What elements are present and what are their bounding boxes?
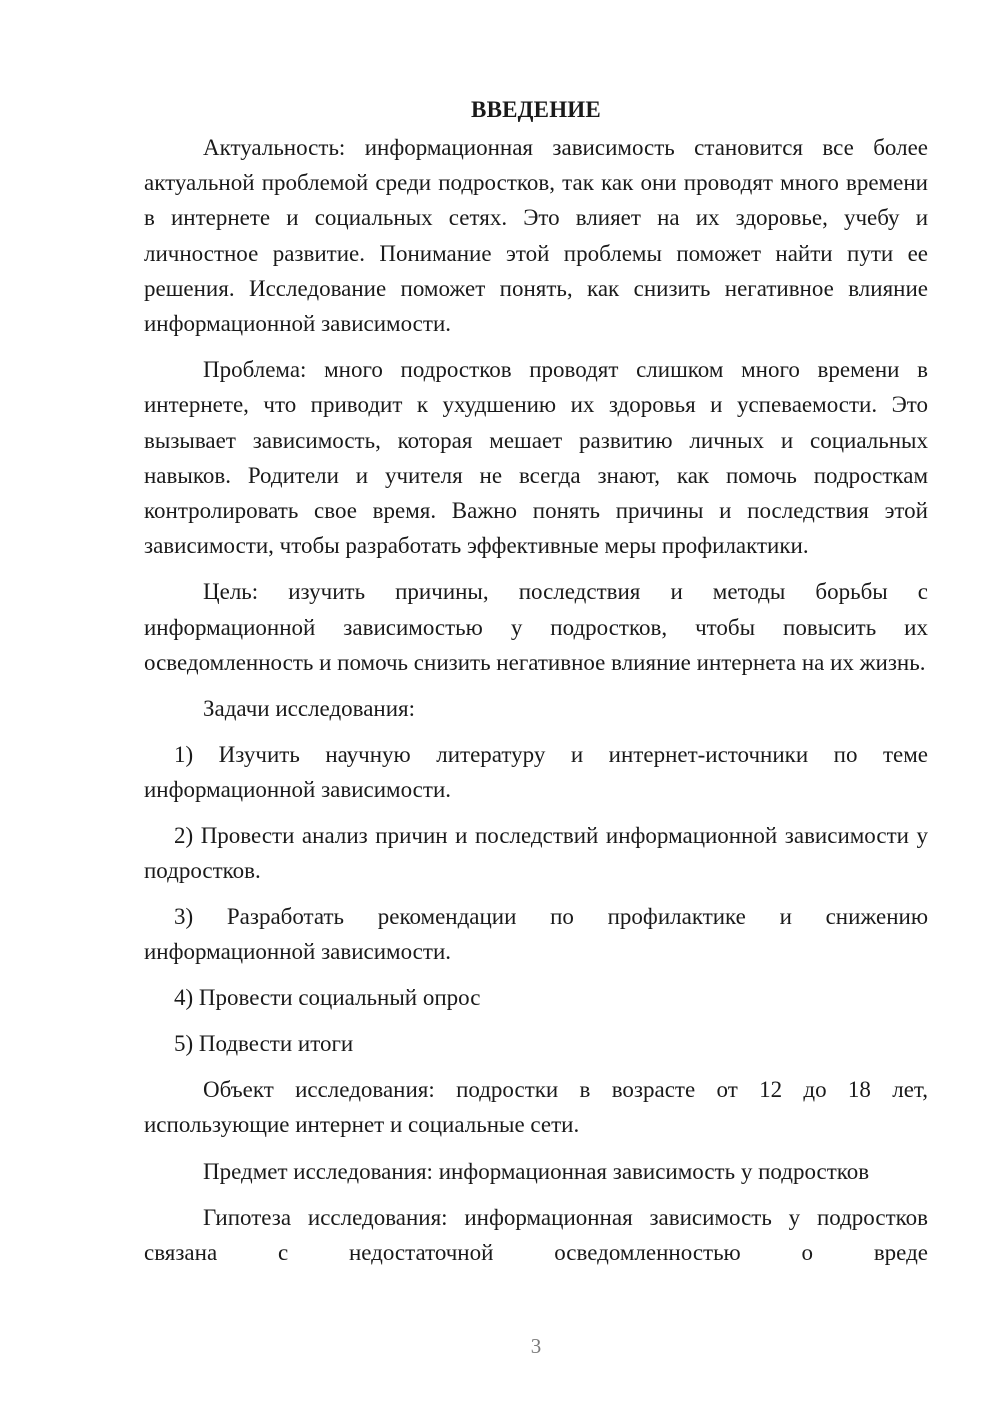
relevance-paragraph: Актуальность: информационная зависимость становится все более актуальной проблемой среди подростков, так как они проводят много времени в интернете и социальных сетях. Это влияет на их здоровье, учебу и личностное развитие. Понимание этой проблемы поможет найти пути ее решения. Исследование поможет понять, как снизить негативное влияние информационной зависимости. <box>144 135 928 337</box>
page-content <box>144 92 928 1270</box>
task-item-1: 1) Изучить научную литературу и интернет-источники по теме информационной зависимости. <box>144 742 928 803</box>
goal-paragraph: Цель: изучить причины, последствия и методы борьбы с информационной зависимостью у подростков, чтобы повысить их осведомленность и помочь снизить негативное влияние интернета на их жизнь. <box>144 579 928 675</box>
tasks-heading: Задачи исследования: <box>203 696 416 722</box>
page-number: 3 <box>530 1334 542 1358</box>
subject-paragraph: Предмет исследования: информационная зависимость у подростков <box>203 1158 870 1184</box>
task-item-4: 4) Провести социальный опрос <box>174 985 481 1011</box>
task-item-5: 5) Подвести итоги <box>174 1031 354 1057</box>
hypothesis-paragraph: Гипотеза исследования: информационная зависимость у подростков связана с недостаточной осведомленностью о вреде <box>144 1204 928 1266</box>
object-paragraph: Объект исследования: подростки в возрасте от 12 до 18 лет, использующие интернет и социальные сети. <box>144 1077 928 1138</box>
task-item-3: 3) Разработать рекомендации по профилактике и снижению информационной зависимости. <box>144 904 928 965</box>
task-item-2: 2) Провести анализ причин и последствий информационной зависимости у подростков. <box>144 823 928 884</box>
problem-paragraph: Проблема: много подростков проводят слишком много времени в интернете, что приводит к ухудшению их здоровья и успеваемости. Это вызывает зависимость, которая мешает развитию личных и социальных навыков. Родители и учителя не всегда знают, как помочь подросткам контролировать свое время. Важно понять причины и последствия этой зависимости, чтобы разработать эффективные меры профилактики. <box>144 357 928 559</box>
section-title: ВВЕДЕНИЕ <box>471 97 601 122</box>
